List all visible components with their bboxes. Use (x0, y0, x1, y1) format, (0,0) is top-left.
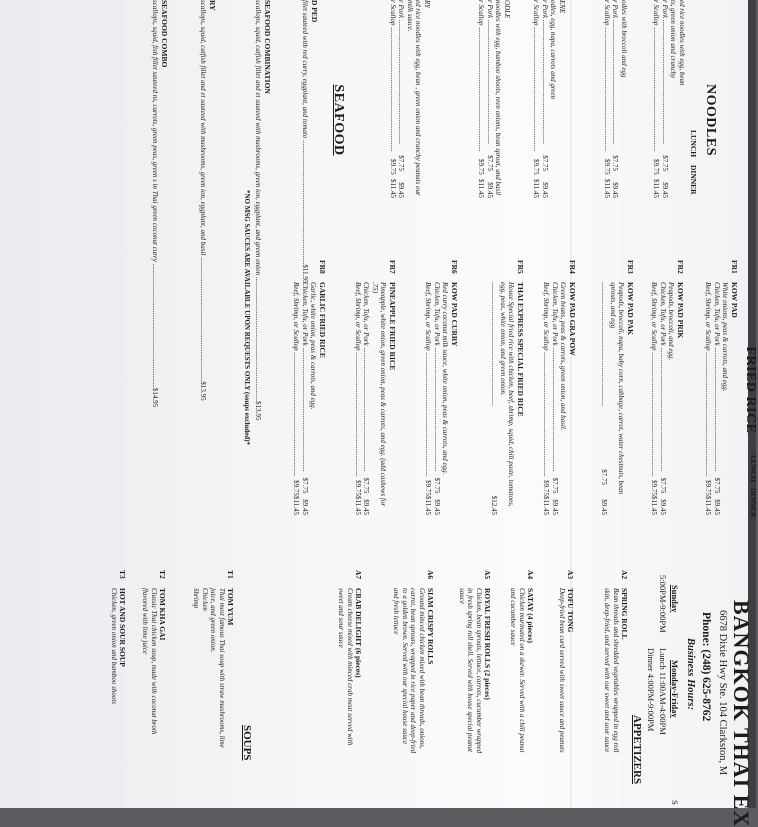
lunch-price: $7.75 (397, 155, 406, 172)
noodles-lunch-header: LUNCH (689, 130, 698, 158)
restaurant-address: 6678 Dixie Hwy Ste. 104 Clarkston, M (717, 610, 728, 776)
lunch-price: $7.75 (362, 477, 371, 494)
fried-rice-item (292, 260, 326, 515)
price-row (151, 0, 160, 408)
fried-rice-item (650, 260, 684, 515)
dinner-price: $9.45 (611, 182, 620, 198)
price-row-label: Chicken, Tofu, or Pork ..... (433, 282, 442, 472)
fried-rice-dinner-header: DINNER (749, 488, 758, 518)
noodle-desc: ed rice noodles with egg, bean (678, 0, 686, 86)
seafood-name: SEAFOOD COMBO (160, 0, 169, 68)
dinner-price: $9.45 (301, 499, 309, 515)
price-row-label: Chicken, Tofu, or Pork ..... (301, 282, 310, 472)
item-name: TOM YUM (226, 588, 235, 626)
appetizer-item (603, 570, 628, 755)
price-row-label: Beef, Shrimp, or Scallop ..... (354, 282, 363, 477)
price-row (389, 0, 398, 198)
price-row-label: r Scallop ..... (652, 0, 661, 151)
price-row (424, 282, 433, 515)
item-code: A2 (620, 570, 629, 580)
noodle-item (477, 0, 511, 198)
item-code: FR4 (568, 260, 577, 274)
item-desc: Chicken, green onion and bamboo shoots (109, 588, 118, 705)
price-row-label: Chicken, Tofu, or Pork ..... (551, 282, 560, 472)
lunch-price: $9.75 (354, 480, 362, 496)
lunch-price: $9.75 (652, 158, 661, 175)
price-row (541, 0, 550, 198)
item-desc: Thai most famous Thai soup with straw mushrooms, lime juice, and green onion. (209, 588, 226, 748)
lunch-price: $7.75 (301, 477, 309, 494)
fried-rice-heading: FRIED RICE (743, 346, 758, 434)
noodle-desc: ENE (558, 0, 566, 14)
price-row-label (600, 282, 609, 455)
price-row (600, 282, 609, 515)
item-name: KOW PAD PRIK (676, 282, 685, 339)
lunch-price: $9.75 (704, 480, 713, 496)
fried-rice-item (490, 260, 524, 515)
price-row (486, 0, 495, 198)
item-body (337, 588, 362, 755)
item-desc: Bean threads and shredded vegetables wrapped in egg roll skin, deep-fried, and served with our sweet and sour sauce (603, 588, 620, 753)
price-row-label: Chicken, Tofu, or Pork ..... (659, 282, 668, 472)
item-name: TOFU TONG (566, 588, 575, 633)
price-row (713, 282, 722, 515)
lunch-price: $9.75 (603, 158, 611, 175)
dinner-price: $11.45 (424, 495, 433, 515)
lunch-price: $7.75 (486, 155, 494, 172)
price-row (650, 282, 659, 515)
seafood-name: RY (208, 0, 217, 11)
dinner-price: $11.45 (477, 178, 486, 198)
noodle-desc: odles with broccoli and egg (620, 0, 628, 78)
price-row-label (490, 282, 499, 455)
dinner-price: $11.45 (652, 178, 661, 198)
item-body (603, 588, 628, 755)
price-row (603, 0, 612, 198)
price-row-label: r Scallop ..... (603, 0, 612, 151)
price-row-label: r Pork ..... (611, 0, 620, 144)
weekday-label: Monday-Friday (670, 660, 680, 718)
price-row (292, 282, 301, 515)
item-body (704, 282, 738, 515)
price-row-label: r Pork ..... (397, 0, 406, 144)
dinner-price: $9.45 (600, 499, 609, 515)
appetizer-item (557, 570, 574, 755)
item-name: KOW PAD (730, 282, 739, 318)
dinner-price: $9.45 (397, 182, 406, 198)
price-row-label: r Pork ..... (486, 0, 495, 144)
dinner-price: $9.45 (362, 499, 371, 515)
lunch-price: $9.75 (424, 480, 433, 496)
price-row (704, 282, 713, 515)
dinner-price: $9.45 (541, 182, 549, 198)
item-body (292, 282, 326, 515)
dinner-price: $9.45 (659, 499, 667, 515)
noodle-desc-2: ts, green onion and crunchy (669, 0, 678, 79)
fried-rice-item (704, 260, 738, 515)
lunch-price: $9.75 (650, 480, 659, 496)
seafood-name: D PED (310, 0, 319, 23)
price-row-label: r Scallop ..... (532, 0, 541, 151)
fried-rice-column (0, 190, 758, 520)
lunch-price: $7.75 (551, 477, 559, 494)
business-hours-title: Business Hours: (685, 638, 696, 711)
item-name: SPRING ROLL (620, 588, 629, 640)
item-code: A7 (354, 570, 363, 580)
item-body (141, 588, 166, 755)
item-desc: Ground minced chicken mixed with bean threads, onions, carrot, bean sprouts, wrapped in rice paper and deep-fried to a golden brown. Served with our special house sauce and fresh lettuce (392, 588, 426, 754)
soups-heading: SOUPS (241, 725, 253, 761)
item-code: FR1 (730, 260, 739, 274)
seafood-name: SEAFOOD COMBINATION (263, 0, 272, 94)
price-row-label: Beef, Shrimp, or Scallop ..... (542, 282, 551, 477)
item-name: PINEAPPLE FRIED RICE (388, 282, 397, 371)
item-code: FR3 (626, 260, 635, 274)
dinner-price: $12.45 (490, 495, 499, 515)
lunch-price: $9.75 (292, 480, 301, 496)
price-row (199, 0, 208, 401)
soup-item (109, 570, 126, 755)
item-desc: Green beans, peas & carrots, green onion, and basil. (559, 282, 568, 431)
item-body (424, 282, 458, 515)
seafood-desc: scallops, squid, catfish fillet and et sauteed with mushrooms, green ion, eggplant, and basil ..... (199, 0, 208, 381)
weekday-lunch: Lunch 11:00AM-4:00PM (658, 648, 668, 735)
lunch-price: $9.75 (542, 480, 551, 496)
item-name: KOW PAD PAK (626, 282, 635, 335)
item-code: A6 (426, 570, 435, 580)
lunch-price: $7.75 (433, 477, 441, 494)
seafood-desc: scallops, squid, catfish fillet and et sauteed with mushrooms, green ion, eggplant, and green onion ..... (254, 0, 263, 401)
item-code: T1 (226, 570, 235, 579)
noodle-desc-2: ed rice noodles with egg, bean , green onion and crunchy peanuts our milk sauce. (406, 0, 423, 196)
item-code: T2 (158, 570, 167, 579)
item-code: A3 (566, 570, 575, 580)
price-row (477, 0, 486, 198)
dinner-price: $11.45 (704, 495, 713, 515)
dinner-price: $9.45 (713, 499, 721, 515)
soup-item (141, 570, 166, 755)
item-desc: Red curry coconut milk sauce, white onion, peas & carrots, and egg. (441, 282, 450, 475)
item-desc: Garlic, white onion, peas & carrots, and egg. (309, 282, 318, 410)
item-name: THAI EXPRESS SPECIAL FRIED RICE (516, 282, 525, 417)
item-body (509, 588, 534, 755)
lunch-price: $9.75 (477, 158, 486, 175)
price-row (490, 282, 499, 515)
price-row (551, 282, 560, 515)
item-body (542, 282, 576, 515)
item-desc: Peapods, broccoli, napa, baby corn, cabbage, carrot, water chestnuts, bean sprouts, and egg (609, 282, 626, 495)
appetizer-item (392, 570, 434, 755)
dinner-price: $9.45 (551, 499, 559, 515)
price-row-label: Beef, Shrimp, or Scallop ..... (704, 282, 713, 477)
seafood-desc: scallops, squid, fish fillet sauteed ns, carrots, green peas, green s in Thai green coconut curry ..... (151, 0, 160, 388)
price-row (301, 282, 310, 515)
price-row (362, 282, 371, 515)
lunch-price: $7.75 (713, 477, 721, 494)
price-row (397, 0, 406, 198)
item-code: A5 (483, 570, 492, 580)
dinner-price: $11.45 (603, 178, 611, 198)
price-row (542, 282, 551, 515)
item-body (457, 588, 491, 755)
fried-rice-item (542, 260, 576, 515)
appetizers-heading: APPETIZERS (631, 715, 643, 785)
noodle-desc: ODLE (503, 0, 511, 19)
price-row (301, 0, 310, 284)
msg-note: *NO MSG SAUCES ARE AVAILABLE UPON REQUESTS ONLY (soups excluded)* (243, 190, 251, 445)
fried-rice-item (424, 260, 458, 515)
soup-item (192, 570, 234, 755)
noodle-item (389, 0, 432, 198)
item-body (109, 588, 126, 755)
noodle-desc: RY (423, 0, 431, 9)
lunch-price (490, 455, 499, 485)
item-body (490, 282, 524, 515)
price-row-label: Beef, Shrimp, or Scallop ..... (292, 282, 301, 477)
dinner-price: $11.45 (292, 495, 301, 515)
lunch-price: $7.75 (600, 469, 609, 485)
price-row (659, 282, 668, 515)
item-desc: Pineapple, white onion, green onion, peas & carrots, and egg. (add cashews for .75) (371, 282, 388, 507)
fried-rice-item (600, 260, 634, 515)
lunch-price: $7.75 (541, 155, 549, 172)
seafood-item (301, 0, 319, 284)
item-desc: House Special fried rice with chicken, beef, shrimp, squid, chili paste, tomatoes, egg, peas, white onion, and green onion. (499, 282, 516, 507)
lunch-price: $9.75 (532, 158, 541, 175)
noodle-desc-2: noodles with egg, bamboo shoots, reen onions, bean sprout, and basil (494, 0, 503, 196)
lunch-price: $7.75 (611, 155, 620, 172)
item-code: FR8 (318, 260, 327, 274)
lunch-price: $7.75 (659, 477, 667, 494)
item-name: KOW PAD CURRY (450, 282, 459, 347)
item-code: FR5 (516, 260, 525, 274)
price-row-label: Beef, Shrimp, or Scallop ..... (424, 282, 433, 477)
item-desc: Chicken, bean sprouts, lettuce, carrots, cucumber wrapped in fresh spring roll shell. Served with house special peanut sauce (457, 588, 483, 754)
seafood-price: $14.95 (151, 387, 160, 408)
dinner-price: $9.45 (433, 499, 441, 515)
noodle-item (603, 0, 629, 198)
sunday-hours: 5:00PM-9:00PM (658, 575, 668, 633)
seafood-price: $13.95 (254, 401, 263, 421)
seafood-item (199, 0, 217, 401)
item-desc: Chicken marinated on a skewer. Served with a chili peanut and cucumber sauce (509, 588, 526, 753)
item-desc: Deep-fried bean curd served with sweet sauce and peanuts (557, 588, 566, 753)
item-code: A4 (526, 570, 535, 580)
seafood-price: $13.95 (199, 381, 208, 401)
price-row-label: r Scallop ..... (389, 0, 398, 151)
item-name: ROYAL FRESH ROLLS (2 pieces) (483, 588, 492, 700)
dinner-price: $9.45 (661, 182, 669, 198)
price-row (433, 282, 442, 515)
price-row-label: Chicken, Tofu, or Pork ..... (713, 282, 722, 472)
price-row (652, 0, 661, 198)
item-code: FR6 (450, 260, 459, 274)
price-row (354, 282, 363, 515)
item-body (354, 282, 397, 515)
soup-row: Shrimp (192, 588, 201, 609)
item-code: T3 (118, 570, 127, 579)
seafood-heading: SEAFOOD (331, 84, 346, 156)
restaurant-name: BANGKOK THAI EX (729, 600, 754, 827)
item-code: FR2 (676, 260, 685, 274)
price-row-label: r Scallop ..... (477, 0, 486, 151)
sunday-label: Sunday (670, 585, 680, 613)
price-row-label: r Pork ..... (541, 0, 550, 144)
dinner-price: $11.45 (532, 178, 541, 198)
info-column (0, 560, 756, 827)
item-name: TOM KHA GAI (158, 588, 167, 641)
dinner-price: $9.45 (486, 182, 494, 198)
item-name: SIAM CRISPY ROLLS (426, 588, 435, 665)
seafood-item (151, 0, 169, 408)
seafood-item (254, 0, 272, 421)
price-row (532, 0, 541, 198)
noodle-item (532, 0, 566, 198)
saturday-partial: S (670, 800, 680, 805)
price-row (254, 0, 263, 421)
item-desc: White onions, peas & carrots, and egg. (721, 282, 730, 392)
weekday-dinner: Dinner 4:00PM-9:00PM (646, 648, 656, 732)
item-name: HOT AND SOUR SOUP (118, 588, 127, 667)
noodles-dinner-header: DINNER (689, 165, 698, 195)
item-desc: Classic Thai chicken soup, made with coconut broth flavored with lime juice (141, 588, 158, 735)
lunch-price: $7.75 (661, 155, 669, 172)
noodles-heading: NOODLES (703, 84, 718, 156)
item-code: FR7 (388, 260, 397, 274)
price-row-label: Chicken, Tofu, or Pork ..... (362, 282, 371, 472)
price-row-label: r Pork ..... (661, 0, 670, 144)
item-name: SATAY (4 pieces) (526, 588, 535, 643)
item-desc: Cream cheese mixed with minced crab meat served with sweet and sour sauce (337, 588, 354, 746)
dinner-price: $11.45 (650, 495, 659, 515)
noodle-desc-2: odles, egg, napa, carrots and green (549, 0, 558, 100)
item-name: KOW PAD GRA POW (568, 282, 577, 356)
soup-row: Chicken (200, 588, 209, 611)
item-body (557, 588, 574, 755)
item-body (650, 282, 684, 515)
dinner-price: $11.45 (389, 178, 397, 198)
lunch-price: $9.75 (389, 158, 397, 175)
noodle-item (652, 0, 686, 198)
item-name: CRAB DELIGHT (6 pieces) (354, 588, 363, 678)
item-body (392, 588, 434, 755)
seafood-price: $11.95 (301, 264, 310, 284)
item-body (192, 588, 234, 755)
restaurant-phone: Phone: (248) 625-8762 (700, 612, 712, 722)
item-name: GARLIC FRIED RICE (318, 282, 327, 358)
dinner-price: $11.45 (542, 495, 551, 515)
item-body (600, 282, 634, 515)
price-row (661, 0, 670, 198)
fried-rice-lunch-header: LUNCH (749, 455, 758, 483)
seafood-desc: filet sauteed with red curry, eggplant, and tomato ..... (301, 0, 310, 264)
appetizer-item (337, 570, 362, 755)
appetizer-item (457, 570, 491, 755)
price-row-label: Beef, Shrimp, or Scallop ..... (650, 282, 659, 477)
item-desc: Peapods, broccoli, and egg. (667, 282, 676, 361)
appetizer-item (509, 570, 534, 755)
fried-rice-item (354, 260, 397, 515)
dinner-price: $11.45 (354, 495, 362, 515)
price-row (611, 0, 620, 198)
